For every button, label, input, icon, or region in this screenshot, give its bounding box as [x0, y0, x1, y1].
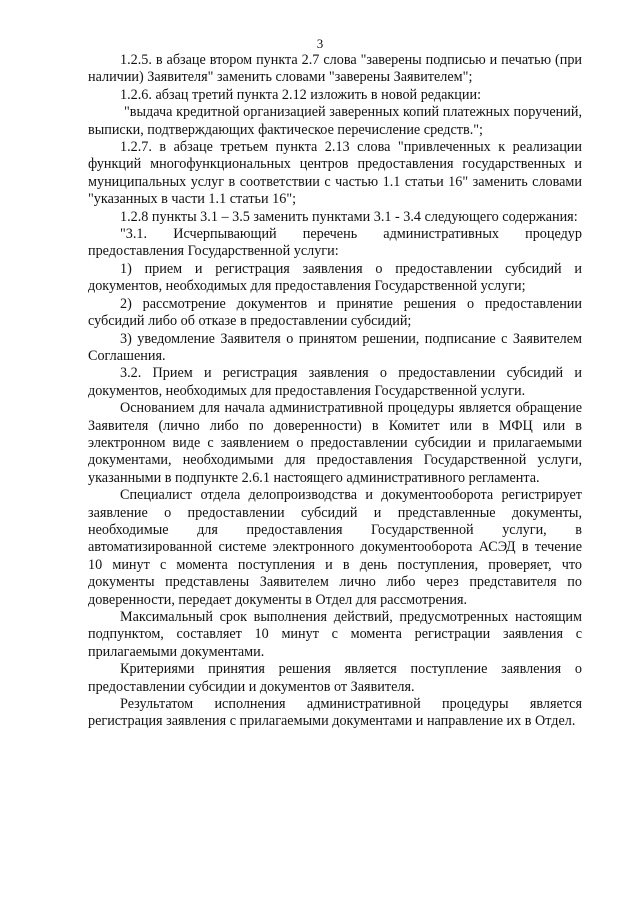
paragraph-1-2-6: 1.2.6. абзац третий пункта 2.12 изложить в новой редакции:: [120, 86, 482, 103]
paragraph-result: Результатом исполнения административной процедуры является регистрация заявления с прилагаемыми документами и направление их в Отдел.: [88, 696, 582, 730]
paragraph-max-term: Максимальный срок выполнения действий, предусмотренных настоящим подпунктом, составляет 10 минут с момента регистрации заявления с прилагаемыми документами.: [88, 609, 582, 660]
page-number: 3: [316, 36, 324, 51]
paragraph-1-2-8: 1.2.8 пункты 3.1 – 3.5 заменить пунктами 3.1 - 3.4 следующего содержания:: [120, 208, 578, 225]
paragraph-1-2-7: 1.2.7. в абзаце третьем пункта 2.13 слова "привлеченных к реализации функций многофункциональных центров предоставления государственных и муниципальных услуг в соответствии с частью 1.1 статьи 16" заменить словами "указанных в части 1.1 статьи 16";: [88, 139, 582, 208]
list-item-1: 1) прием и регистрация заявления о предоставлении субсидий и документов, необходимых для предоставления Государственной услуги;: [88, 260, 582, 295]
paragraph-3-2: 3.2. Прием и регистрация заявления о предоставлении субсидий и документов, необходимых для предоставления Государственной услуги.: [88, 365, 582, 399]
list-item-3: 3) уведомление Заявителя о принятом решении, подписание с Заявителем Соглашения.: [88, 330, 582, 364]
paragraph-basis: Основанием для начала административной процедуры является обращение Заявителя (лично либо по доверенности) в Комитет или в МФЦ или в электронном виде с заявлением о предоставлении субсидии и прилагаемыми документами, необходимыми для предоставления Государственной услуги, указанными в подпункте 2.6.1 настоящего административного регламента.: [88, 400, 582, 486]
paragraph-criteria: Критериями принятия решения является поступление заявления о предоставлении субсидии и документов от Заявителя.: [88, 661, 582, 695]
paragraph-quote-2-12: "выдача кредитной организацией заверенных копий платежных поручений, выписки, подтверждающих фактическое перечисление средств.";: [88, 104, 582, 138]
paragraph-3-1: "3.1. Исчерпывающий перечень административных процедур предоставления Государственной услуги:: [88, 226, 582, 260]
document-body: [88, 52, 582, 731]
paragraph-1-2-5: 1.2.5. в абзаце втором пункта 2.7 слова "заверены подписью и печатью (при наличии) Заявителя" заменить словами "заверены Заявителем";: [88, 52, 582, 86]
list-item-2: 2) рассмотрение документов и принятие решения о предоставлении субсидий либо об отказе в предоставлении субсидий;: [88, 295, 582, 330]
paragraph-specialist: Специалист отдела делопроизводства и документооборота регистрирует заявление о предоставлении субсидий и представленные документы, необходимые для предоставления Государственной услуги, в автоматизированной системе электронного документооборота АСЭД в течение 10 минут с момента поступления и в день поступления, проверяет, что документы представлены Заявителем лично либо через представителя по доверенности, передает документы в Отдел для рассмотрения.: [88, 487, 582, 608]
